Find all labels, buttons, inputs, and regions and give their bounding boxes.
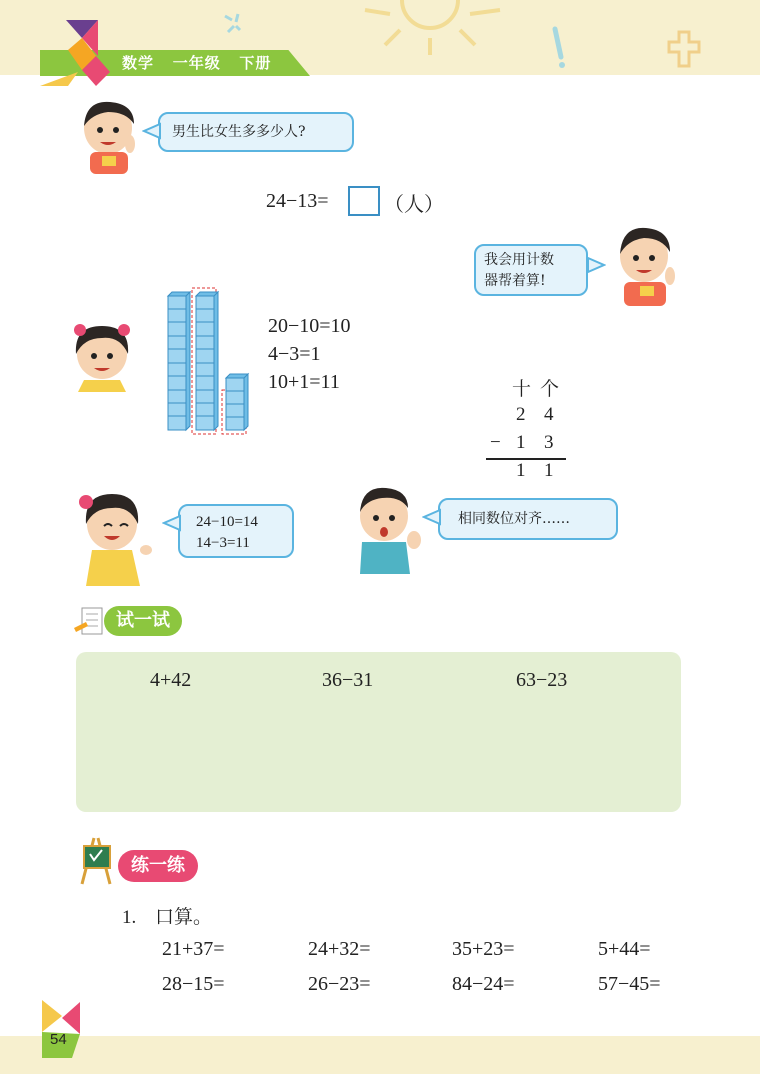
easel-blackboard-icon (72, 834, 118, 886)
exercise-1-r1c3: 35+23= (452, 938, 515, 960)
boy-question-bubble (158, 112, 354, 152)
tens-column-2 (196, 292, 218, 430)
exercise-1-title: 口算。 (155, 906, 213, 928)
align-text: 相同数位对齐…… (458, 511, 570, 527)
blocks-line-3: 10+1=11 (268, 371, 340, 393)
boy-character-2 (352, 482, 426, 576)
bubble-tail-girl (162, 514, 182, 532)
blocks-method (268, 312, 351, 396)
minus-sign: − (490, 432, 501, 453)
girl-character-2 (76, 488, 156, 588)
exercise-1-r1c4: 5+44= (598, 938, 651, 960)
sun-decoration (360, 0, 510, 60)
boy-character-right (612, 224, 682, 308)
girl-method-bubble (178, 504, 294, 558)
header-volume: 下册 (239, 54, 272, 72)
page-number: 54 (50, 1031, 67, 1048)
page-corner-tangram (42, 1000, 86, 1060)
header-title (122, 52, 271, 73)
try-section-label: 试一试 (104, 606, 182, 636)
exclamation-decoration (545, 25, 575, 70)
minuend-tens: 2 (516, 404, 526, 425)
exercise-1-r2c3: 84−24= (452, 973, 515, 995)
try-problem-1: 4+42 (150, 669, 192, 691)
bubble-tail-right (586, 256, 606, 274)
exercise-1-r1c1: 21+37= (162, 938, 225, 960)
try-problem-3: 63−23 (516, 669, 568, 691)
header-grade: 一年级 (172, 54, 221, 72)
boy-character-top (78, 98, 148, 176)
bubble-tail-boy2 (422, 508, 442, 526)
blocks-line-2: 4−3=1 (268, 343, 321, 365)
minuend-ones: 4 (544, 404, 554, 425)
align-bubble (438, 498, 618, 540)
subtrahend-ones: 3 (544, 432, 554, 453)
exercise-1-number: 1. (122, 907, 137, 928)
plus-decoration (665, 28, 705, 70)
calculator-line1: 我会用计数 (484, 252, 554, 268)
header-subject: 数学 (122, 54, 155, 72)
girl-line-2: 14−3=11 (196, 535, 250, 551)
calculator-bubble (474, 244, 588, 296)
blocks-line-1: 20−10=10 (268, 315, 351, 337)
answer-box[interactable] (348, 186, 380, 216)
exercise-1-r2c4: 57−45= (598, 973, 661, 995)
result-tens: 1 (516, 460, 526, 481)
girl-character (70, 318, 138, 392)
exercise-1-r2c1: 28−15= (162, 973, 225, 995)
ones-column (226, 374, 248, 430)
practice-section-label: 练一练 (118, 850, 198, 882)
exercise-1-heading (122, 902, 212, 929)
subtrahend-tens: 1 (516, 432, 526, 453)
equation-unit: （人） (384, 194, 444, 216)
vertical-calculation (486, 374, 566, 488)
equation-left: 24−13= (266, 190, 329, 212)
try-problem-2: 36−31 (322, 669, 374, 691)
notebook-pencil-icon (72, 604, 106, 636)
exercise-1-r2c2: 26−23= (308, 973, 371, 995)
tens-header: 十 (512, 379, 532, 400)
exercise-1-r1c2: 24+32= (308, 938, 371, 960)
boy-question-text: 男生比女生多多少人? (172, 124, 306, 140)
result-ones: 1 (544, 460, 554, 481)
girl-line-1: 24−10=14 (196, 514, 258, 530)
main-equation (266, 190, 329, 213)
tens-column-1 (168, 292, 190, 430)
tangram-logo (38, 12, 118, 90)
calculator-line2: 器帮着算! (484, 273, 546, 289)
bubble-tail (142, 122, 162, 140)
ones-header: 个 (540, 379, 560, 400)
bottom-band (0, 1036, 760, 1074)
counting-blocks (162, 286, 252, 438)
sparkle-decoration (220, 10, 250, 40)
